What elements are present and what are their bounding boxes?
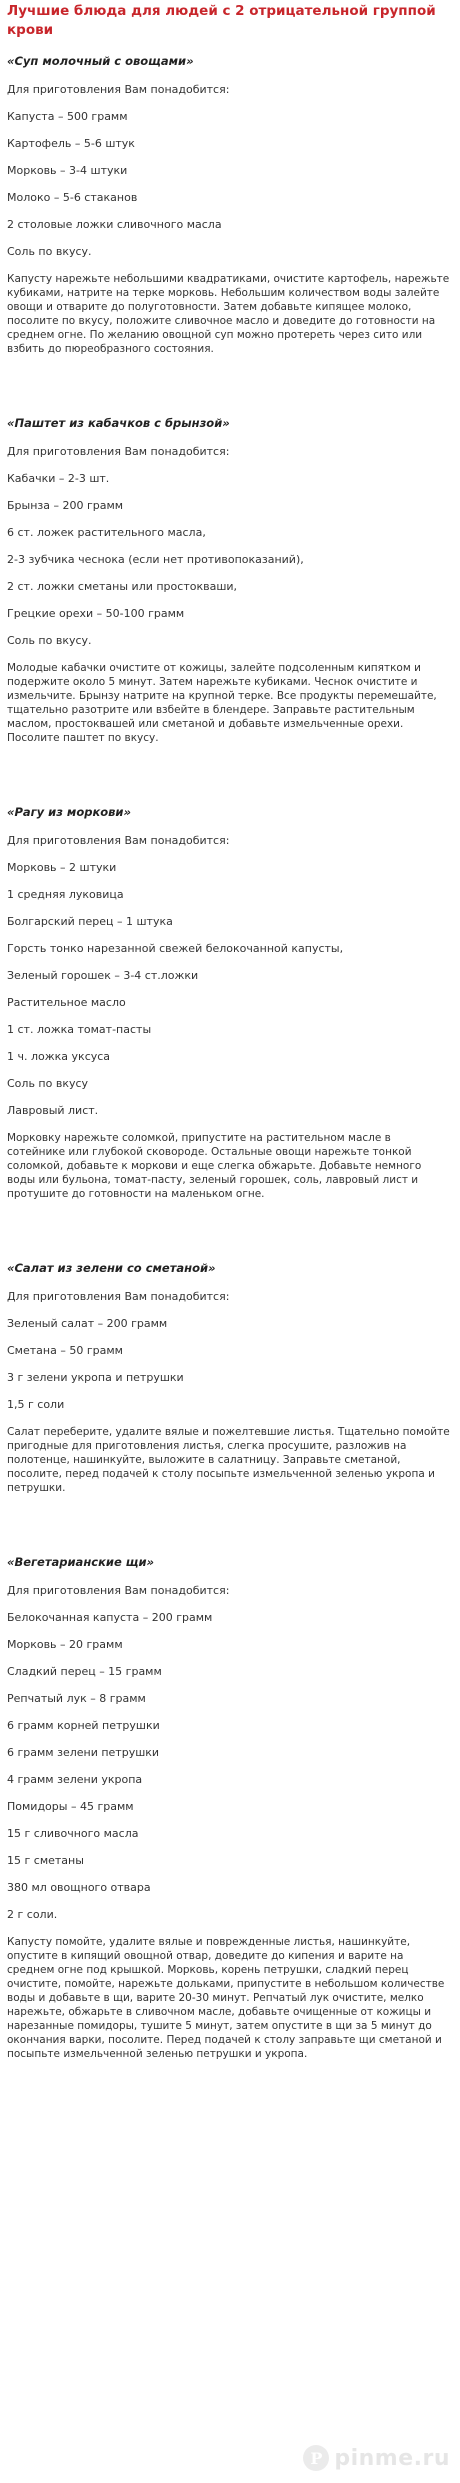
recipe-title: «Салат из зелени со сметаной» xyxy=(7,1261,216,1275)
watermark-text: pinme.ru xyxy=(334,2445,450,2471)
ingredients-intro: Для приготовления Вам понадобится: xyxy=(7,1584,230,1597)
recipe-title: «Паштет из кабачков с брынзой» xyxy=(7,416,230,430)
ingredient-item: Брынза – 200 грамм xyxy=(7,499,124,512)
ingredients-intro: Для приготовления Вам понадобится: xyxy=(7,83,230,96)
recipe-title: «Рагу из моркови» xyxy=(7,805,131,819)
ingredient-item: 6 грамм зелени петрушки xyxy=(7,1746,160,1759)
ingredient-item: 2 г соли. xyxy=(7,1908,58,1921)
recipe-title: «Суп молочный с овощами» xyxy=(7,54,194,68)
ingredient-item: Растительное масло xyxy=(7,996,126,1009)
recipe-instructions: Капусту помойте, удалите вялые и поврежденные листья, нашинкуйте, опустите в кипящий овощной отвар, доведите до кипения и варите на среднем огне под крышкой. Морковь, корень петрушки, сладкий перец очистите, помойте, нарежьте дольками, припустите в небольшом количестве воды и добавьте в щи, варите 20-30 минут. Репчатый лук очистите, мелко нарежьте, обжарьте в сливочном масле, добавьте очищенные от кожицы и нарезанные помидоры, тушите 5 минут, затем опустите в щи за 5 минут до окончания варки, посолите. Перед подачей к столу заправьте щи сметаной и посыпьте измельченной зеленью петрушки и укропа. xyxy=(7,1936,445,2060)
recipe-instructions: Капусту нарежьте небольшими квадратиками, очистите картофель, нарежьте кубиками, натрите на терке морковь. Небольшим количеством воды залейте овощи и отварите до полуготовности. Затем добавьте кипящее молоко, посолите по вкусу, положите сливочное масло и доведите до готовности на среднем огне. По желанию овощной суп можно протереть через сито или взбить до пюреобразного состояния. xyxy=(7,273,450,355)
ingredient-item: 380 мл овощного отвара xyxy=(7,1881,151,1894)
ingredient-item: Лавровый лист. xyxy=(7,1104,99,1117)
ingredient-item: 2 ст. ложки сметаны или простокваши, xyxy=(7,580,238,593)
recipe-instructions: Морковку нарежьте соломкой, припустите на растительном масле в сотейнике или глубокой сковороде. Остальные овощи нарежьте тонкой соломкой, добавьте к моркови и еще слегка обжарьте. Добавьте немного воды или бульона, томат-пасту, зеленый горошек, соль, лавровый лист и протушите до готовности на маленьком огне. xyxy=(7,1132,422,1200)
ingredient-item: Морковь – 3-4 штуки xyxy=(7,164,128,177)
ingredient-item: Репчатый лук – 8 грамм xyxy=(7,1692,146,1705)
ingredient-item: 15 г сметаны xyxy=(7,1854,84,1867)
ingredient-item: 1 ст. ложка томат-пасты xyxy=(7,1023,152,1036)
ingredient-item: 4 грамм зелени укропа xyxy=(7,1773,143,1786)
recipe-instructions: Молодые кабачки очистите от кожицы, залейте подсоленным кипятком и подержите около 5 минут. Затем нарежьте кубиками. Чеснок очистите и измельчите. Брынзу натрите на крупной терке. Все продукты перемешайте, тщательно разотрите или взбейте в блендере. Заправьте растительным маслом, простоквашей или сметаной и добавьте измельченные орехи. Посолите паштет по вкусу. xyxy=(7,662,437,744)
ingredient-item: Зеленый салат – 200 грамм xyxy=(7,1317,168,1330)
ingredient-item: Белокочанная капуста – 200 грамм xyxy=(7,1611,213,1624)
ingredient-item: Морковь – 2 штуки xyxy=(7,861,117,874)
recipe-instructions: Салат переберите, удалите вялые и пожелтевшие листья. Тщательно помойте пригодные для приготовления листья, слегка просушите, разложив на полотенце, нашинкуйте, выложите в салатницу. Заправьте сметаной, посолите, перед подачей к столу посыпьте измельченной зеленью укропа и петрушки. xyxy=(7,1426,450,1494)
ingredient-item: Морковь – 20 грамм xyxy=(7,1638,123,1651)
recipe-section xyxy=(7,1261,452,1495)
ingredient-item: Картофель – 5-6 штук xyxy=(7,137,135,150)
ingredient-item: Сладкий перец – 15 грамм xyxy=(7,1665,162,1678)
ingredient-item: Грецкие орехи – 50-100 грамм xyxy=(7,607,185,620)
ingredient-item: Капуста – 500 грамм xyxy=(7,110,128,123)
ingredient-item: Соль по вкусу. xyxy=(7,634,92,647)
ingredient-item: 15 г сливочного масла xyxy=(7,1827,139,1840)
ingredients-intro: Для приготовления Вам понадобится: xyxy=(7,445,230,458)
ingredient-item: 6 грамм корней петрушки xyxy=(7,1719,160,1732)
ingredient-item: 2-3 зубчика чеснока (если нет противопоказаний), xyxy=(7,553,304,566)
ingredient-item: 1 средняя луковица xyxy=(7,888,124,901)
recipe-section xyxy=(7,805,452,1201)
recipe-section xyxy=(7,54,452,356)
ingredient-item: 1 ч. ложка уксуса xyxy=(7,1050,111,1063)
page-title: Лучшие блюда для людей с 2 отрицательной группой крови xyxy=(7,3,436,38)
ingredient-item: Кабачки – 2-3 шт. xyxy=(7,472,110,485)
recipe-title: «Вегетарианские щи» xyxy=(7,1555,154,1569)
recipe-list xyxy=(7,54,452,2061)
recipe-section xyxy=(7,1555,452,2061)
ingredient-item: 1,5 г соли xyxy=(7,1398,65,1411)
ingredient-item: Болгарский перец – 1 штука xyxy=(7,915,173,928)
pin-logo-icon: P xyxy=(303,2445,329,2471)
recipe-section xyxy=(7,416,452,745)
ingredient-item: Соль по вкусу xyxy=(7,1077,89,1090)
ingredient-item: Горсть тонко нарезанной свежей белокочанной капусты, xyxy=(7,942,344,955)
ingredient-item: Сметана – 50 грамм xyxy=(7,1344,123,1357)
ingredient-item: 3 г зелени укропа и петрушки xyxy=(7,1371,184,1384)
ingredient-item: Зеленый горошек – 3-4 ст.ложки xyxy=(7,969,199,982)
ingredient-item: 6 ст. ложек растительного масла, xyxy=(7,526,206,539)
ingredients-intro: Для приготовления Вам понадобится: xyxy=(7,834,230,847)
ingredient-item: 2 столовые ложки сливочного масла xyxy=(7,218,222,231)
ingredient-item: Соль по вкусу. xyxy=(7,245,92,258)
watermark xyxy=(303,2445,450,2471)
ingredient-item: Молоко – 5-6 стаканов xyxy=(7,191,138,204)
ingredient-item: Помидоры – 45 грамм xyxy=(7,1800,134,1813)
ingredients-intro: Для приготовления Вам понадобится: xyxy=(7,1290,230,1303)
